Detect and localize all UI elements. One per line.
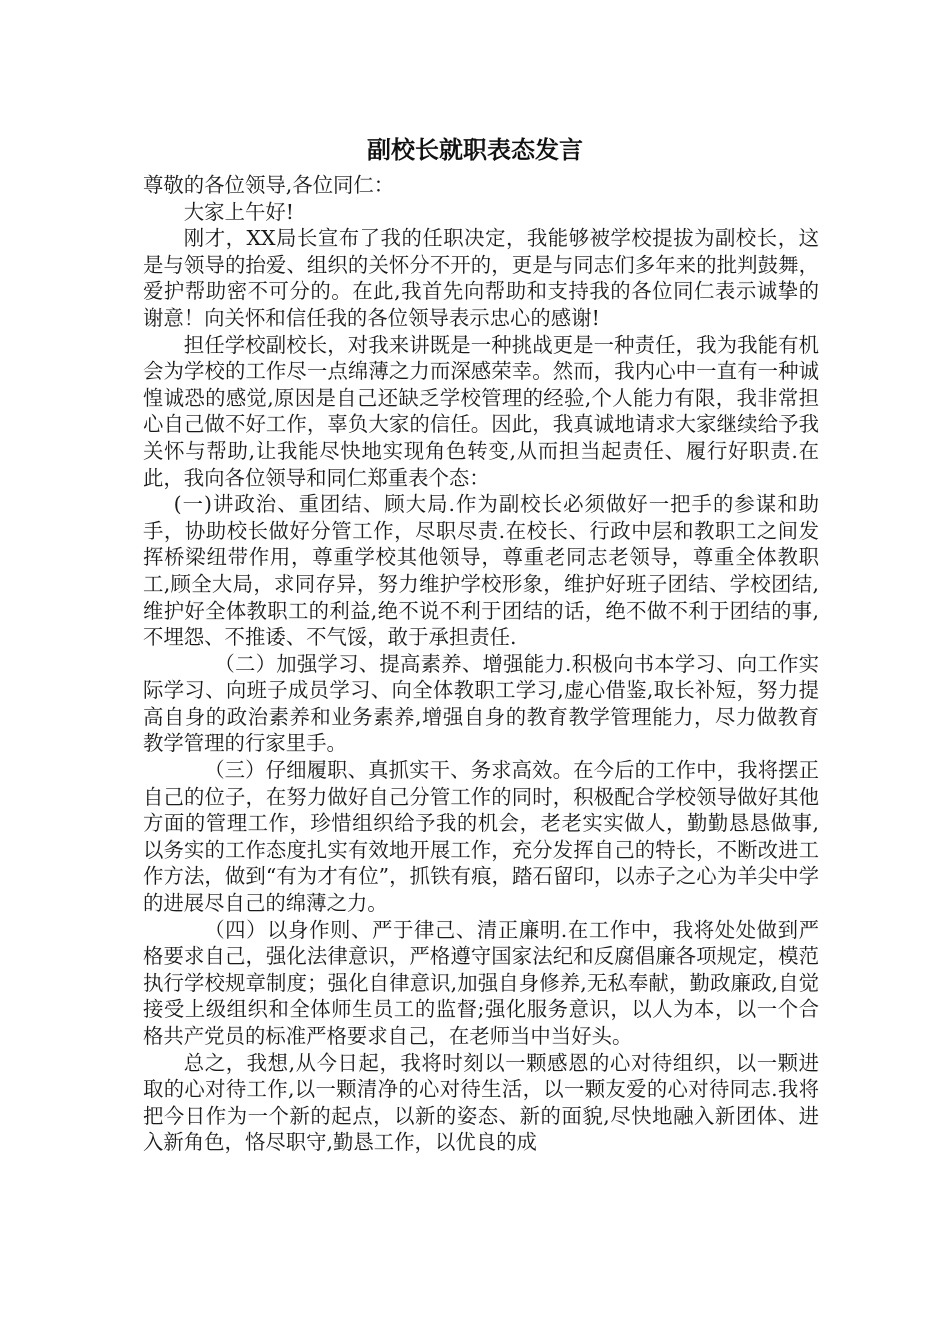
- document-title: 副校长就职表态发言: [367, 135, 583, 164]
- paragraph-commitment-four: （四）以身作则、严于律己、清正廉明.在工作中，我将处处做到严格要求自己，强化法律意识，严格遵守国家法纪和反腐倡廉各项规定，模范执行学校规章制度；强化自律意识,加强自身修养,无私奉献，勤政廉政,自觉接受上级组织和全体师生员工的监督;强化服务意识，以人为本，以一个合格共产党员的标准严格要求自己，在老师当中当好头。: [143, 917, 819, 1048]
- paragraph-commitment-one: (一)讲政治、重团结、顾大局.作为副校长必须做好一把手的参谋和助手，协助校长做好分管工作，尽职尽责.在校长、行政中层和教职工之间发挥桥梁纽带作用，尊重学校其他领导，尊重老同志老领导，尊重全体教职工,顾全大局，求同存异，努力维护学校形象，维护好班子团结、学校团结,维护好全体教职工的利益,绝不说不利于团结的话，绝不做不利于团结的事,不埋怨、不推诿、不气馁，敢于承担责任.: [143, 492, 819, 650]
- paragraph-conclusion: 总之，我想,从今日起，我将时刻以一颗感恩的心对待组织，以一颗进取的心对待工作,以一颗清净的心对待生活，以一颗友爱的心对待同志.我将把今日作为一个新的起点，以新的姿态、新的面貌,尽快地融入新团体、进入新角色，恪尽职守,勤恳工作，以优良的成: [143, 1050, 819, 1155]
- paragraph-commitment-two: （二）加强学习、提高素养、增强能力.积极向书本学习、向工作实际学习、向班子成员学习、向全体教职工学习,虚心借鉴,取长补短，努力提高自身的政治素养和业务素养,增强自身的教育教学管理能力，尽力做教育教学管理的行家里手。: [143, 651, 819, 756]
- paragraph-challenge-responsibility: 担任学校副校长，对我来讲既是一种挑战更是一种责任，我为我能有机会为学校的工作尽一点绵薄之力而深感荣幸。然而，我内心中一直有一种诚惶诚恐的感觉,原因是自己还缺乏学校管理的经验,个人能力有限，我非常担心自己做不好工作，辜负大家的信任。因此，我真诚地请求大家继续给予我关怀与帮助,让我能尽快地实现角色转变,从而担当起责任、履行好职责.在此，我向各位领导和同仁郑重表个态：: [143, 332, 819, 490]
- paragraph-appointment-thanks: 刚才，XX局长宣布了我的任职决定，我能够被学校提拔为副校长，这是与领导的抬爱、组织的关怀分不开的，更是与同志们多年来的批判鼓舞，爱护帮助密不可分的。在此,我首先向帮助和支持我的各位同仁表示诚挚的谢意！向关怀和信任我的各位领导表示忠心的感谢!: [143, 226, 819, 330]
- greeting: 大家上午好!: [183, 199, 294, 224]
- paragraph-commitment-three: （三）仔细履职、真抓实干、务求高效。在今后的工作中，我将摆正自己的位子，在努力做好自己分管工作的同时，积极配合学校领导做好其他方面的管理工作，珍惜组织给予我的机会，老老实实做人，勤勤恳恳做事,以务实的工作态度扎实有效地开展工作，充分发挥自己的特长，不断改进工作方法，做到“有为才有位”，抓铁有痕，踏石留印，以赤子之心为羊尖中学的进展尽自己的绵薄之力。: [143, 758, 819, 916]
- document-body: [143, 172, 819, 1156]
- salutation: 尊敬的各位领导,各位同仁：: [143, 173, 395, 197]
